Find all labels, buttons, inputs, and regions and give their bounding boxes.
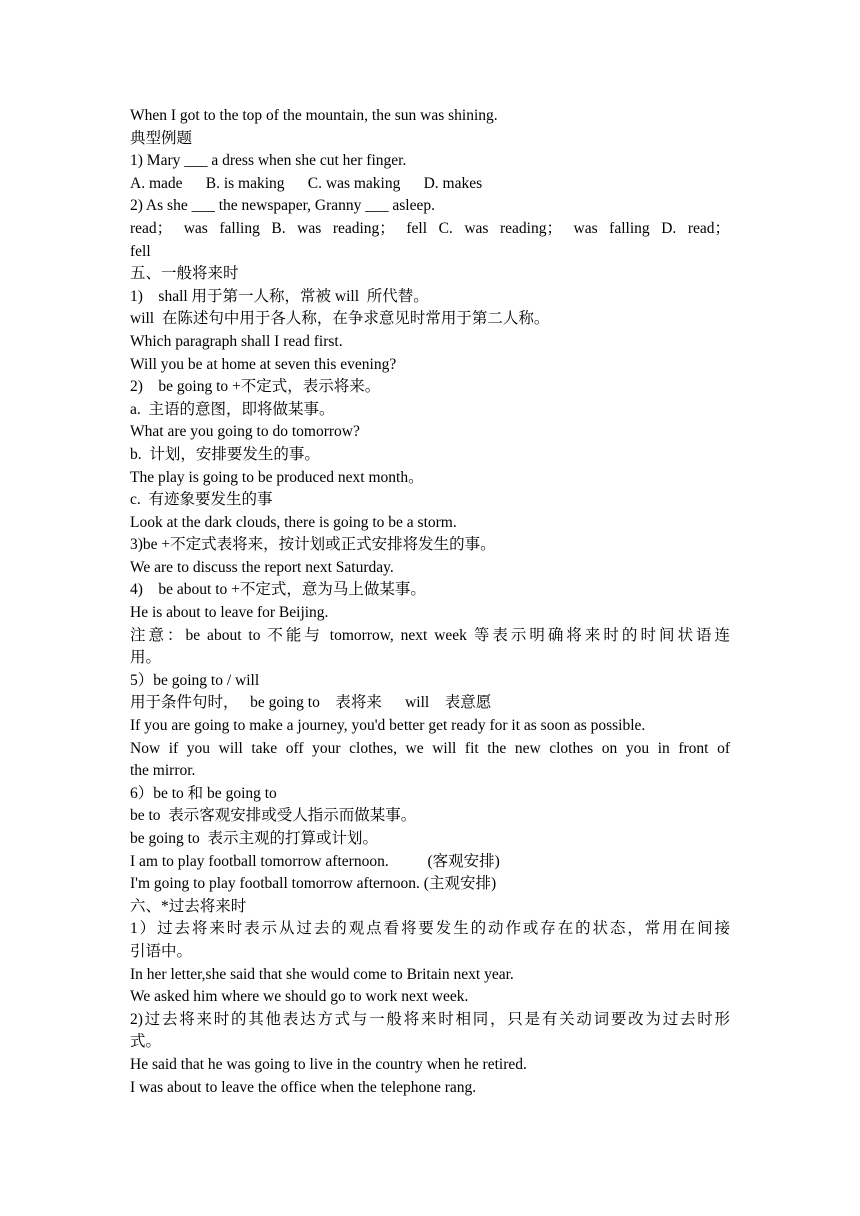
example-sentence: He is about to leave for Beijing. (130, 604, 329, 622)
example-sentence: In her letter,she said that she would come to Britain next year. (130, 965, 514, 983)
example-sentence: I am to play football tomorrow afternoon. (客观安排) (130, 852, 500, 870)
rule-text: a. 主语的意图，即将做某事。 (130, 400, 335, 418)
example-sentence: Which paragraph shall I read first. (130, 332, 343, 350)
text-line: When I got to the top of the mountain, the sun was shining. (130, 107, 498, 124)
rule-text: 1) shall 用于第一人称，常被 will 所代替。 (130, 287, 429, 305)
rule-text: 2) be going to +不定式，表示将来。 (130, 378, 381, 396)
rule-text-continued: 引语中。 (130, 942, 193, 960)
example-sentence: We asked him where we should go to work next week. (130, 988, 469, 1006)
rule-text: will 在陈述句中用于各人称，在争求意见时常用于第二人称。 (130, 310, 550, 328)
answer-options: read； was falling B. was reading； fell C. was reading； was falling D. read； (130, 219, 730, 237)
rule-text-continued: 式。 (130, 1033, 162, 1051)
rule-text: b. 计划，安排要发生的事。 (130, 445, 320, 463)
example-sentence: Will you be at home at seven this evening? (130, 355, 397, 373)
rule-text: 6）be to 和 be going to (130, 784, 277, 802)
example-sentence: He said that he was going to live in the country when he retired. (130, 1055, 527, 1073)
section-heading: 六、*过去将来时 (130, 897, 247, 915)
section-heading: 五、一般将来时 (130, 265, 239, 283)
rule-text: be to 表示客观安排或受人指示而做某事。 (130, 807, 417, 825)
rule-text: c. 有迹象要发生的事 (130, 491, 273, 509)
example-sentence: The play is going to be produced next month。 (130, 468, 424, 486)
document-body (130, 105, 730, 1099)
rule-text: 用于条件句时， be going to 表将来 will 表意愿 (130, 694, 492, 712)
section-heading: 典型例题 (130, 129, 193, 147)
example-sentence: What are you going to do tomorrow? (130, 423, 360, 441)
answer-options-continued: fell (130, 242, 151, 260)
example-sentence: I was about to leave the office when the telephone rang. (130, 1078, 477, 1096)
note-text-continued: 用。 (130, 649, 162, 667)
answer-options: A. made B. is making C. was making D. makes (130, 174, 483, 192)
note-text: 注意：be about to 不能与 tomorrow, next week 等表示明确将来时的时间状语连 (130, 626, 730, 644)
rule-text: 4) be about to +不定式，意为马上做某事。 (130, 581, 426, 599)
rule-text: 3)be +不定式表将来，按计划或正式安排将发生的事。 (130, 536, 496, 554)
question-text: 1) Mary ___ a dress when she cut her finger. (130, 152, 407, 170)
example-sentence: Now if you will take off your clothes, we will fit the new clothes on you in front of (130, 739, 730, 757)
example-sentence: If you are going to make a journey, you'd better get ready for it as soon as possible. (130, 717, 646, 735)
rule-text: be going to 表示主观的打算或计划。 (130, 830, 378, 847)
rule-text: 2)过去将来时的其他表达方式与一般将来时相同，只是有关动词要改为过去时形 (130, 1010, 730, 1028)
example-sentence: Look at the dark clouds, there is going to be a storm. (130, 513, 457, 531)
example-sentence: I'm going to play football tomorrow afternoon. (主观安排) (130, 875, 497, 893)
rule-text: 1）过去将来时表示从过去的观点看将要发生的动作或存在的状态，常用在间接 (130, 920, 730, 938)
example-sentence: We are to discuss the report next Saturday. (130, 558, 394, 576)
example-sentence-continued: the mirror. (130, 762, 196, 780)
rule-text: 5）be going to / will (130, 671, 260, 689)
question-text: 2) As she ___ the newspaper, Granny ___ asleep. (130, 197, 435, 215)
